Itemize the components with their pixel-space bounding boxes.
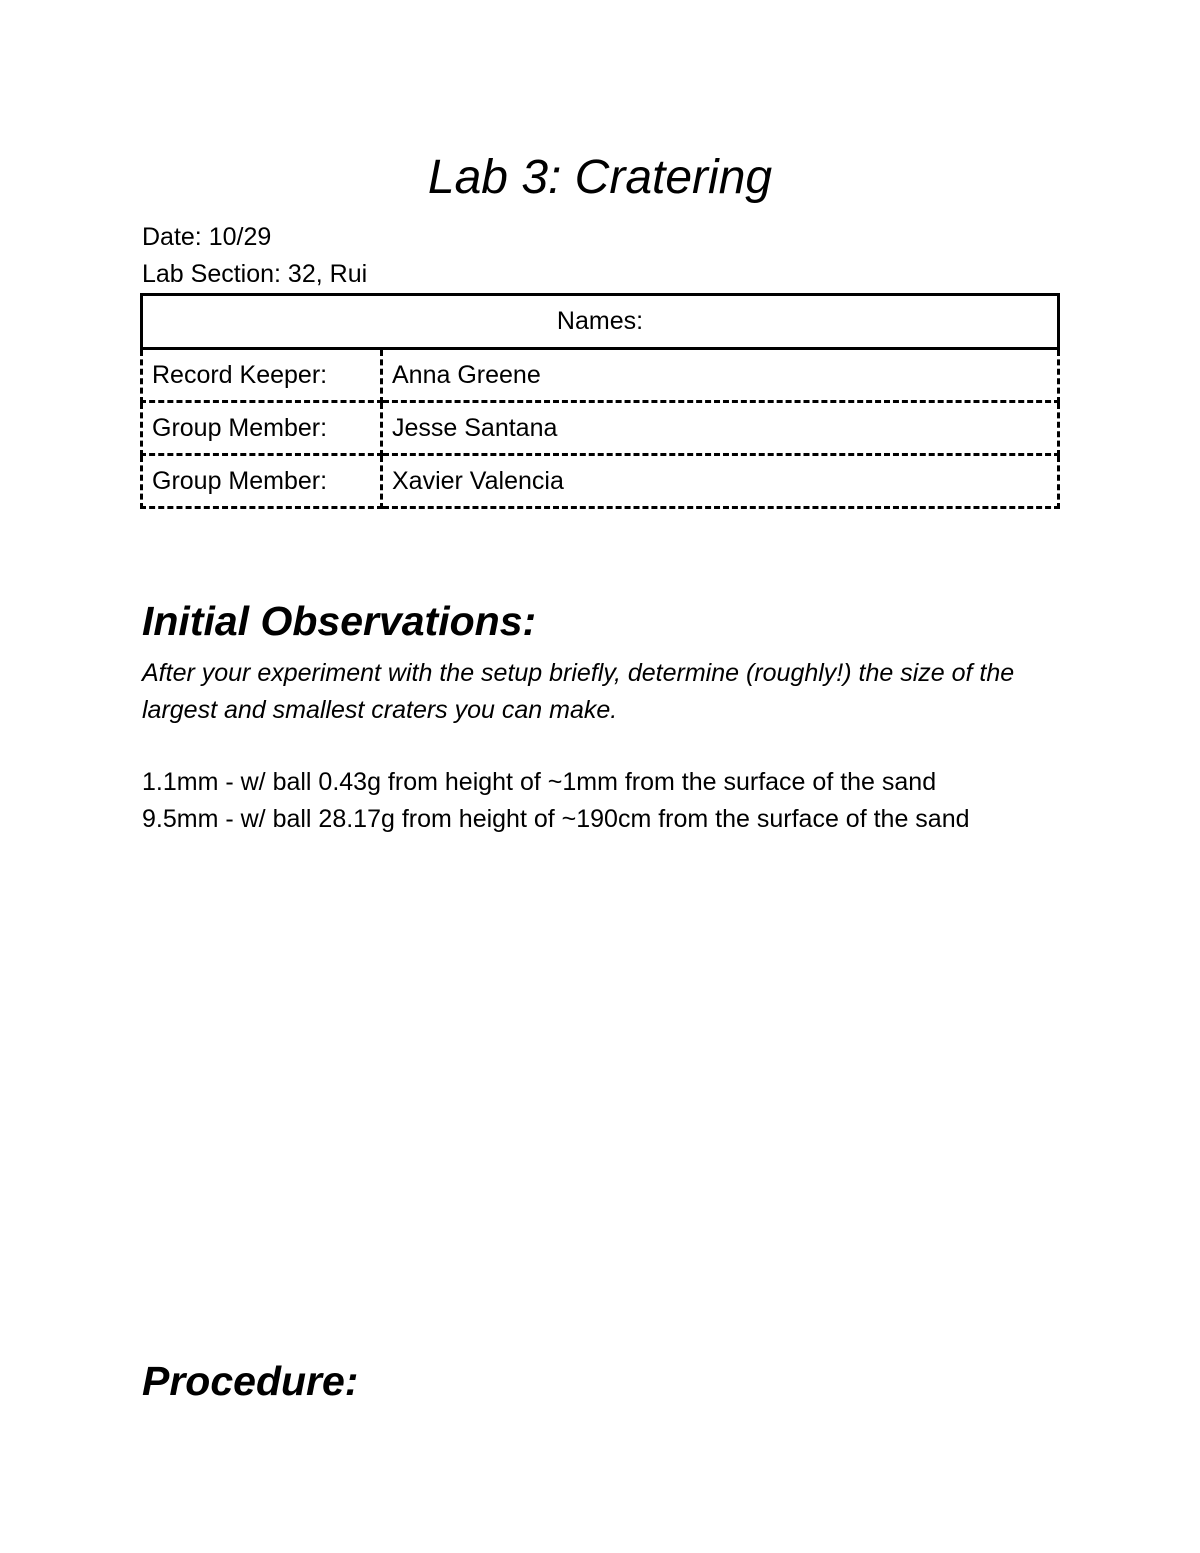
observation-result: 9.5mm - w/ ball 28.17g from height of ~190cm from the surface of the sand [142, 805, 970, 833]
observations-prompt: After your experiment with the setup briefly, determine (roughly!) the size of the largest and smallest craters you can make. [142, 659, 1015, 724]
observation-result: 1.1mm - w/ ball 0.43g from height of ~1mm from the surface of the sand [142, 768, 937, 796]
role-cell: Group Member: [142, 455, 382, 508]
role-cell: Group Member: [142, 402, 382, 455]
procedure-heading: Procedure: [142, 1358, 359, 1404]
lab-section-line: Lab Section: 32, Rui [142, 260, 368, 288]
table-row [142, 349, 1059, 402]
names-table [140, 293, 1060, 509]
page-title: Lab 3: Cratering [427, 151, 773, 204]
name-cell: Anna Greene [382, 349, 1059, 402]
names-header: Names: [142, 295, 1059, 349]
names-table-header-row [142, 295, 1059, 349]
role-cell: Record Keeper: [142, 349, 382, 402]
initial-observations-heading: Initial Observations: [142, 598, 537, 644]
date-line: Date: 10/29 [142, 223, 272, 251]
table-row [142, 455, 1059, 508]
name-cell: Xavier Valencia [382, 455, 1059, 508]
table-row [142, 402, 1059, 455]
name-cell: Jesse Santana [382, 402, 1059, 455]
